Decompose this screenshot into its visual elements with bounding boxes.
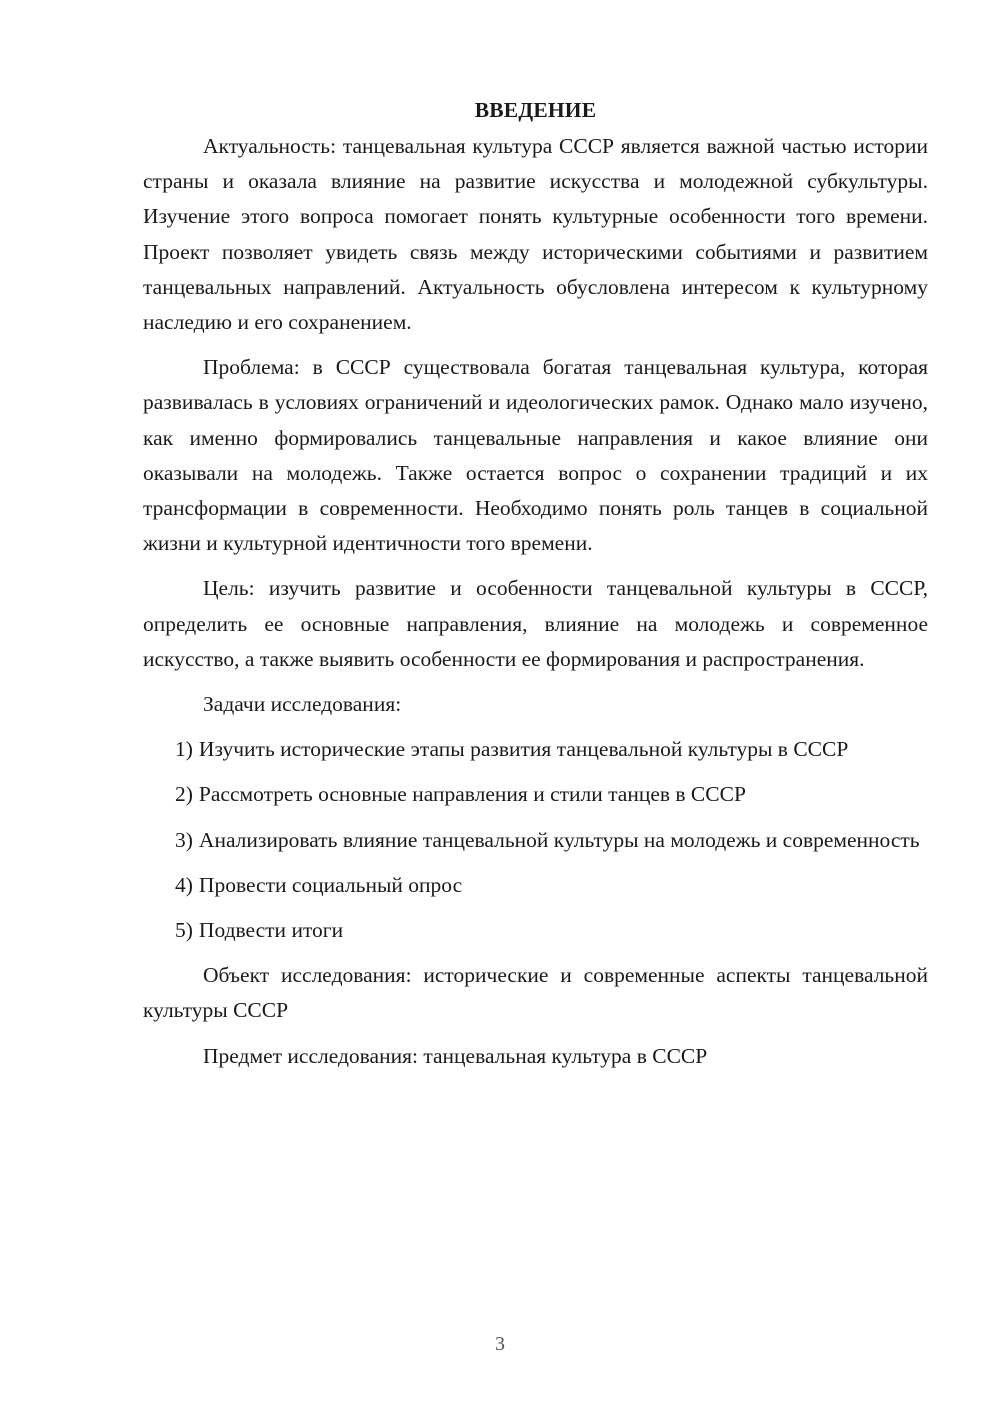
goal-paragraph: Цель: изучить развитие и особенности танцевальной культуры в СССР, определить ее основные направления, влияние на молодежь и современное искусство, а также выявить особенности ее формирования и распространения. bbox=[143, 576, 928, 671]
page-number: 3 bbox=[495, 1333, 505, 1355]
task-item-1 bbox=[143, 732, 928, 767]
task-text: Подвести итоги bbox=[198, 918, 344, 943]
task-item-5 bbox=[143, 913, 928, 948]
task-text: Рассмотреть основные направления и стили танцев в СССР bbox=[198, 782, 746, 807]
relevance-paragraph: Актуальность: танцевальная культура СССР является важной частью истории страны и оказала влияние на развитие искусства и молодежной субкультуры. Изучение этого вопроса помогает понять культурные особенности того времени. Проект позволяет увидеть связь между историческими событиями и развитием танцевальных направлений. Актуальность обусловлена интересом к культурному наследию и его сохранением. bbox=[143, 134, 928, 335]
task-number: 3) bbox=[175, 827, 193, 852]
task-number: 2) bbox=[175, 782, 193, 807]
problem-paragraph: Проблема: в СССР существовала богатая танцевальная культура, которая развивалась в условиях ограничений и идеологических рамок. Однако мало изучено, как именно формировались танцевальные направления и какое влияние они оказывали на молодежь. Также остается вопрос о сохранении традиций и их трансформации в современности. Необходимо понять роль танцев в социальной жизни и культурной идентичности того времени. bbox=[143, 355, 928, 556]
task-number: 5) bbox=[175, 918, 193, 943]
tasks-title: Задачи исследования: bbox=[203, 692, 402, 717]
task-text: Изучить исторические этапы развития танцевальной культуры в СССР bbox=[198, 737, 849, 762]
task-text: Анализировать влияние танцевальной культуры на молодежь и современность bbox=[198, 827, 920, 852]
page-title: ВВЕДЕНИЕ bbox=[474, 98, 597, 122]
task-number: 4) bbox=[175, 872, 193, 897]
task-text: Провести социальный опрос bbox=[198, 872, 463, 897]
document-page bbox=[143, 93, 928, 1084]
task-number: 1) bbox=[175, 737, 193, 762]
task-item-4 bbox=[143, 868, 928, 903]
task-item-2 bbox=[143, 777, 928, 812]
object-paragraph: Объект исследования: исторические и современные аспекты танцевальной культуры СССР bbox=[143, 963, 928, 1023]
task-item-3 bbox=[143, 823, 928, 858]
subject-paragraph: Предмет исследования: танцевальная культура в СССР bbox=[203, 1043, 708, 1068]
